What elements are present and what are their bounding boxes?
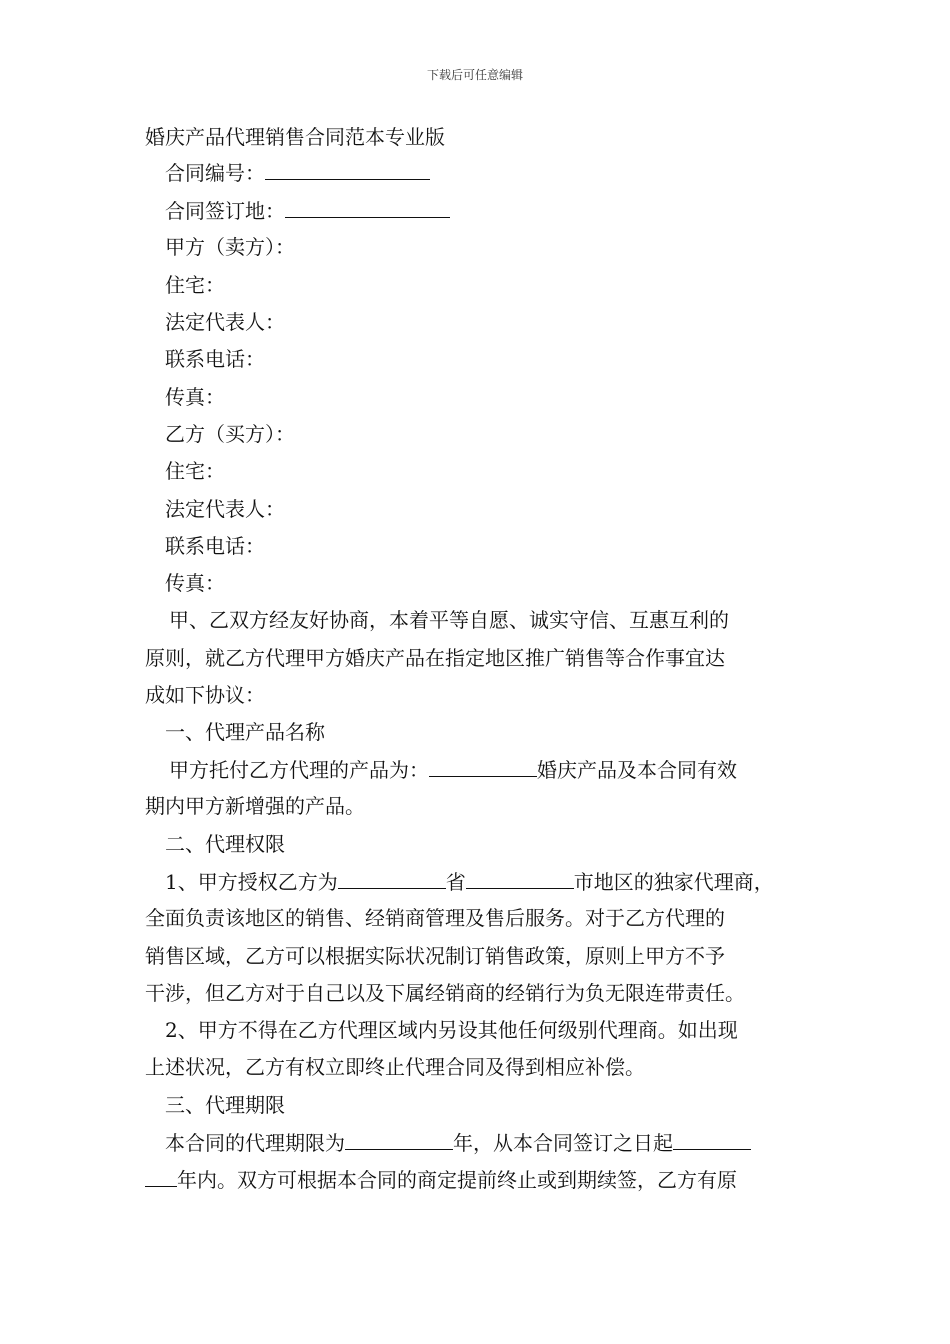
section1-paragraph: 期内甲方新增强的产品。: [145, 794, 365, 818]
clause-2-1: [145, 868, 827, 895]
field-a-fax: 传真：: [165, 385, 225, 409]
section3-paragraph: [145, 1166, 807, 1193]
blank-sign-place: [285, 197, 450, 218]
intro-line: 成如下协议：: [145, 683, 265, 707]
blank-term-start: [673, 1129, 751, 1150]
clause-2-1: 干涉，但乙方对于自己以及下属经销商的经销行为负无限连带责任。: [145, 981, 745, 1005]
text-run: 婚庆产品及本合同有效: [537, 758, 737, 782]
blank-term-years: [345, 1129, 453, 1150]
document-title: 婚庆产品代理销售合同范本专业版: [145, 125, 445, 149]
section3-paragraph: [145, 1129, 827, 1156]
text-run: 年，从本合同签订之日起: [453, 1131, 673, 1155]
header-note: 下载后可任意编辑: [426, 68, 523, 82]
field-sign-place: [145, 197, 827, 224]
field-contract-no: [145, 159, 827, 186]
field-party-b: 乙方（买方）：: [165, 422, 295, 446]
text-run: 省: [445, 870, 466, 894]
field-label: 合同编号：: [165, 161, 265, 185]
field-b-fax: 传真：: [165, 571, 225, 595]
section-heading-1: 一、代理产品名称: [165, 720, 325, 744]
text-run: 年内。双方可根据本合同的商定提前终止或到期续签，乙方有原: [177, 1168, 737, 1192]
clause-2-2: 2、甲方不得在乙方代理区域内另设其他任何级别代理商。如出现: [165, 1018, 738, 1042]
field-a-address: 住宅：: [165, 273, 225, 297]
section1-paragraph: [145, 756, 831, 783]
field-party-a: 甲方（卖方）：: [165, 235, 295, 259]
blank-contract-no: [265, 159, 430, 180]
blank-province: [338, 868, 446, 889]
field-b-legal-rep: 法定代表人：: [165, 497, 285, 521]
text-run: 本合同的代理期限为: [165, 1131, 345, 1155]
text-run: 甲方托付乙方代理的产品为：: [169, 758, 429, 782]
field-b-phone: 联系电话：: [165, 534, 265, 558]
clause-2-1: 全面负责该地区的销售、经销商管理及售后服务。对于乙方代理的: [145, 906, 725, 930]
field-a-phone: 联系电话：: [165, 347, 265, 371]
clause-2-1: 销售区域，乙方可以根据实际状况制订销售政策，原则上甲方不予: [145, 944, 725, 968]
field-b-address: 住宅：: [165, 459, 225, 483]
text-run: 市地区的独家代理商，: [573, 870, 774, 894]
blank-term-start-cont: [145, 1166, 177, 1187]
section-heading-3: 三、代理期限: [165, 1093, 285, 1117]
intro-line: 原则，就乙方代理甲方婚庆产品在指定地区推广销售等合作事宜达: [145, 646, 725, 670]
blank-city: [466, 868, 574, 889]
clause-2-2: 上述状况，乙方有权立即终止代理合同及得到相应补偿。: [145, 1055, 645, 1079]
field-label: 合同签订地：: [165, 199, 285, 223]
text-run: 1、甲方授权乙方为: [165, 870, 338, 894]
intro-line: 甲、乙双方经友好协商，本着平等自愿、诚实守信、互惠互利的: [169, 608, 729, 632]
blank-product: [429, 756, 537, 777]
field-a-legal-rep: 法定代表人：: [165, 310, 285, 334]
section-heading-2: 二、代理权限: [165, 832, 285, 856]
